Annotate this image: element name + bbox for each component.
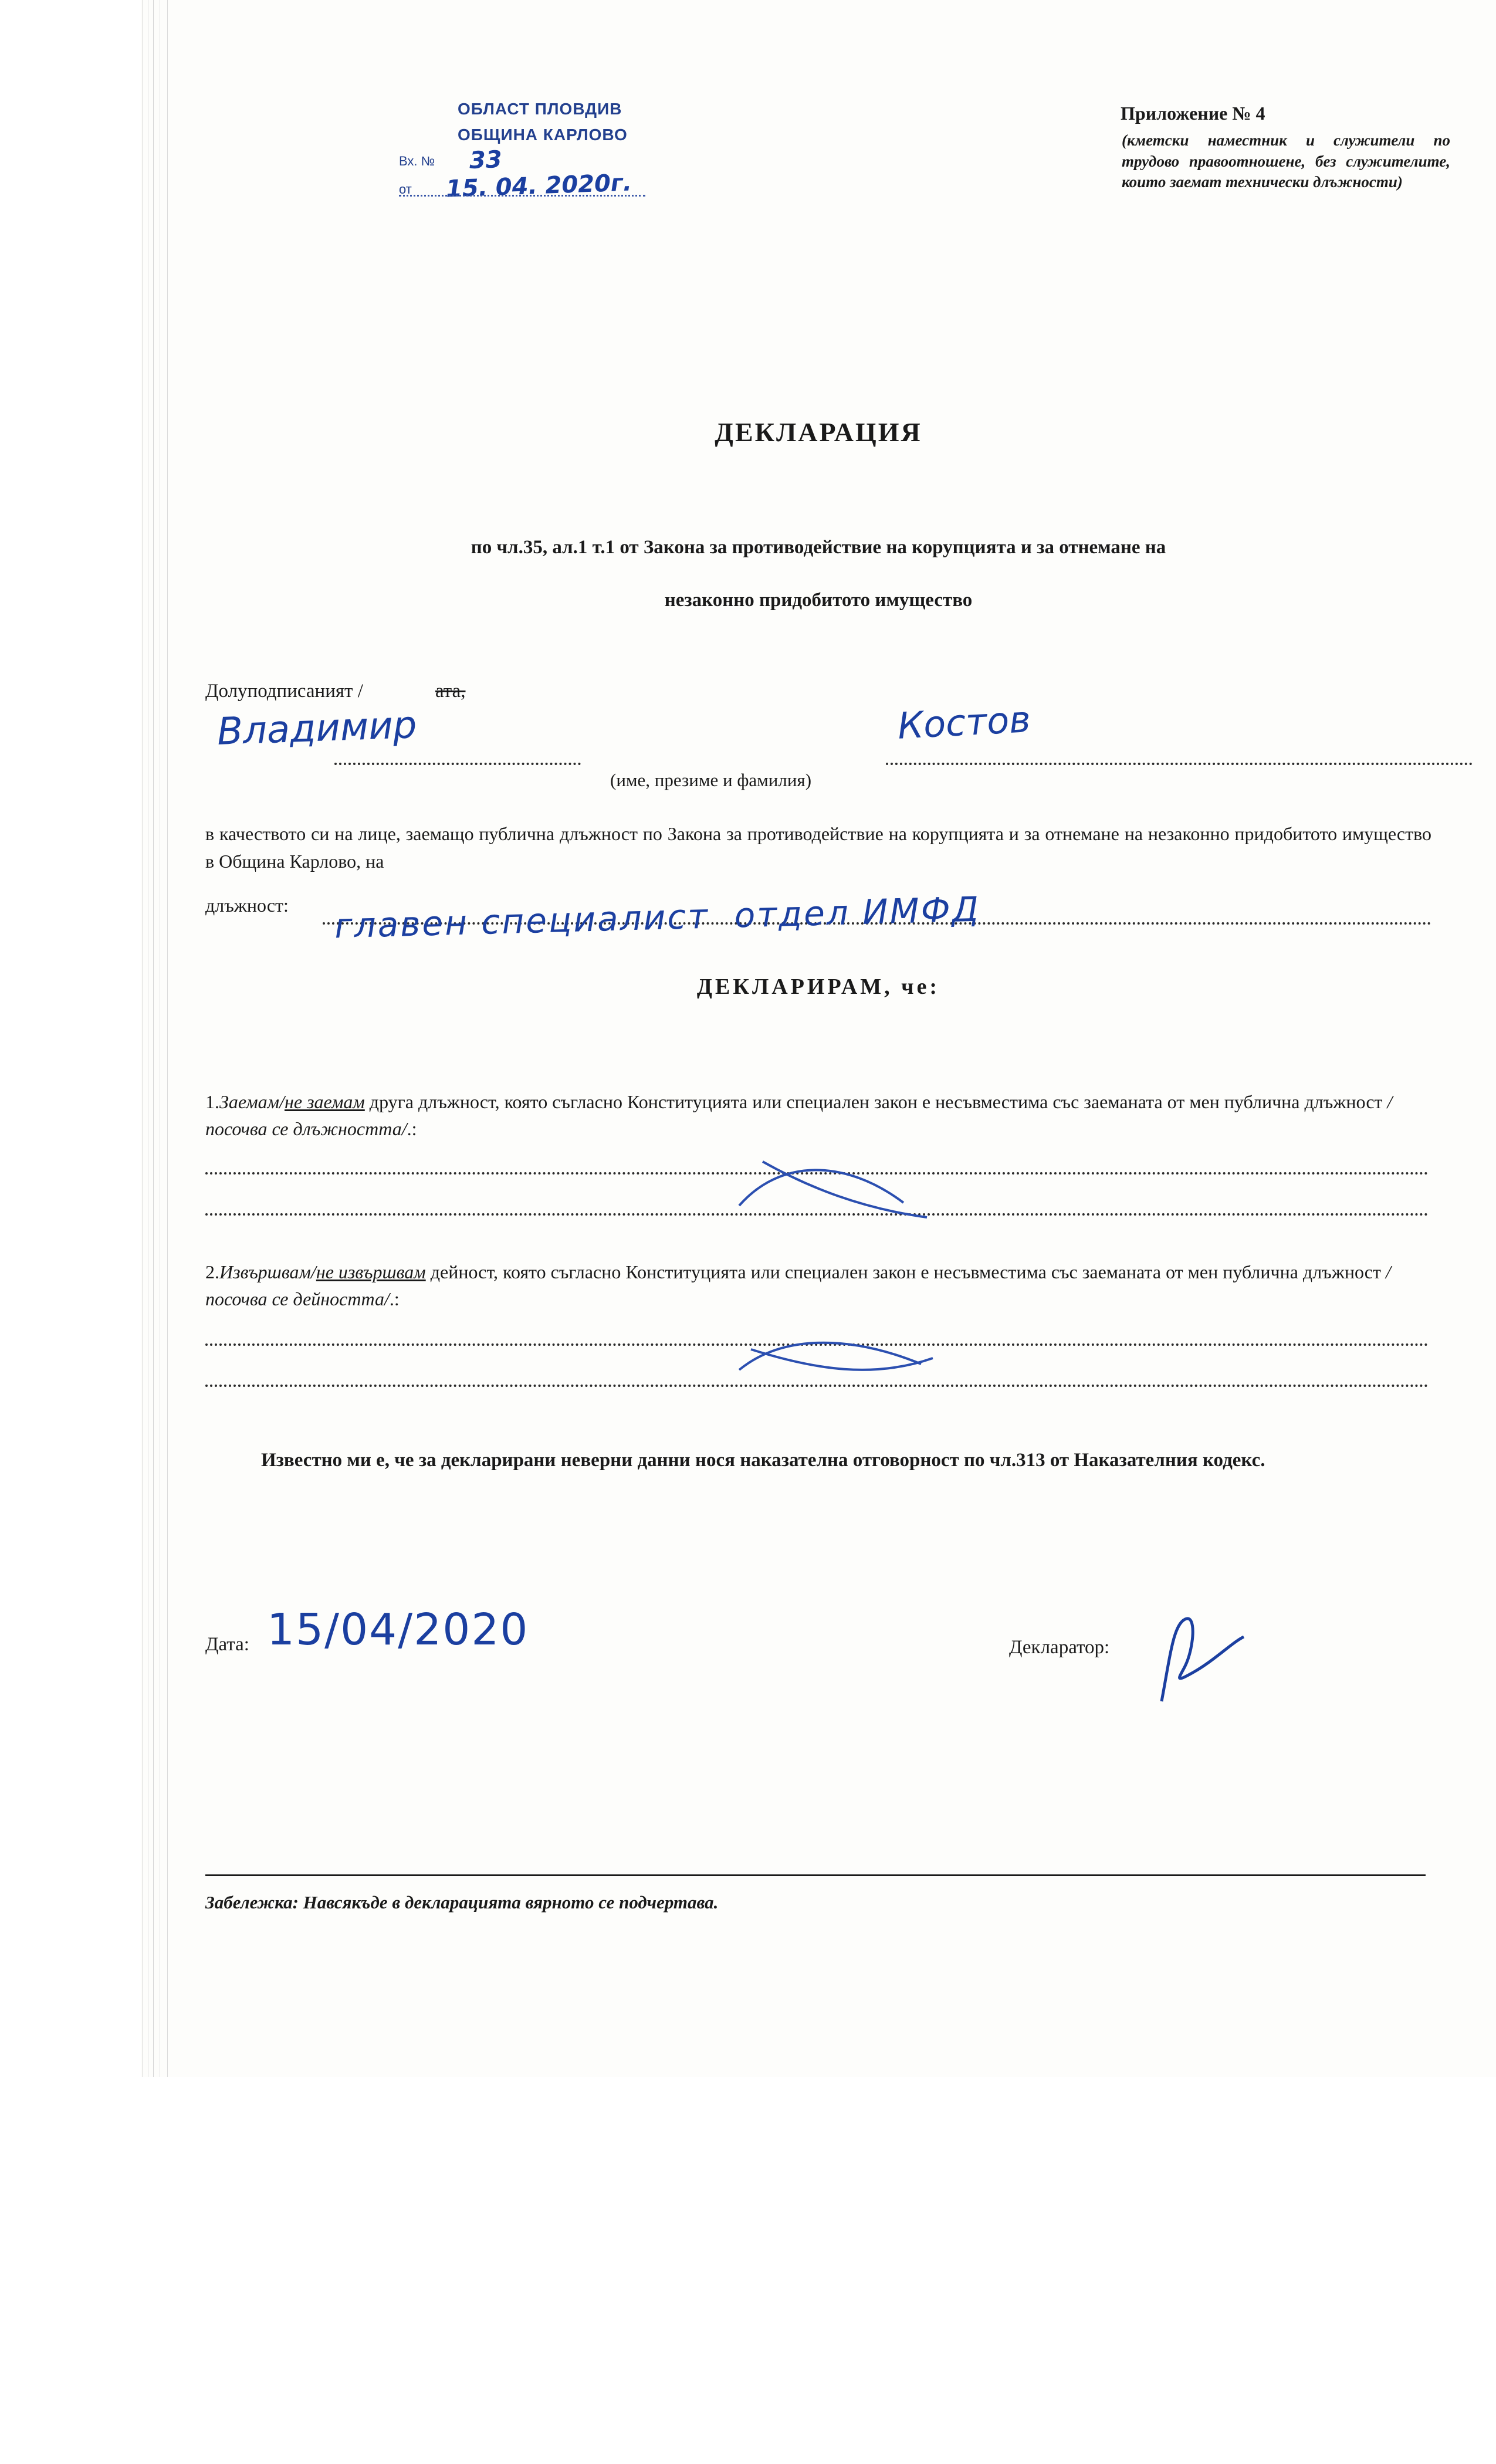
document-body xyxy=(141,0,1496,2464)
stamp-date-value: 15. 04. 2020г. xyxy=(445,169,632,203)
declaration-item-1 xyxy=(205,1088,1431,1143)
item1-tail-italic: /посочва се длъжността/ xyxy=(205,1091,1393,1140)
item2-tail-italic: /посочва се дейността/ xyxy=(205,1261,1391,1310)
stamp-reg-label: Вх. № xyxy=(399,154,435,168)
date-label: Дата: xyxy=(205,1634,249,1655)
page-left-margin xyxy=(0,0,141,2464)
item2-text: дейност, която съгласно Конституцията или специален закон е несъвместима със заеманата от мен публична длъжност xyxy=(425,1261,1386,1282)
annex-note: (кметски наместник и служители по трудово правоотношене, без служителите, които заемат технически длъжности) xyxy=(1122,131,1450,191)
declare-heading: ДЕКЛАРИРАМ, че: xyxy=(696,974,940,999)
name-hint-label: (име, презиме и фамилия) xyxy=(610,770,812,790)
footer-divider xyxy=(205,1874,1426,1876)
item1-fill-line-1 xyxy=(205,1172,1429,1175)
undersigned-strikethrough: ата, xyxy=(435,681,466,702)
stamp-underline xyxy=(399,194,645,197)
handwritten-first-name: Владимир xyxy=(216,703,418,754)
item2-fill-line-1 xyxy=(205,1343,1429,1346)
item1-fill-line-2 xyxy=(205,1213,1429,1216)
item1-option-a: Заемам xyxy=(219,1091,280,1112)
handwritten-strike-scribble-item2 xyxy=(727,1323,962,1393)
item2-option-b: не извършвам xyxy=(316,1261,426,1282)
handwritten-family-name: Костов xyxy=(896,698,1032,747)
item1-number: 1. xyxy=(205,1091,219,1112)
document-subtitle-line1: по чл.35, ал.1 т.1 от Закона за противодействие на корупцията и за отнемане на xyxy=(471,537,1166,558)
handwritten-date: 15/04/2020 xyxy=(267,1605,529,1655)
item1-option-b: не заемам xyxy=(284,1091,365,1112)
stamp-reg-number: 33 xyxy=(469,146,503,174)
stamp-date-label: от xyxy=(399,182,412,197)
name-dotted-line-right xyxy=(886,763,1473,765)
stamp-municipality-label: ОБЩИНА КАРЛОВО xyxy=(458,126,628,144)
handwritten-strike-scribble-item1 xyxy=(727,1147,962,1229)
item1-text: друга длъжност, която съгласно Конституцията или специален закон е несъвместима със заеманата от мен публична длъжност xyxy=(364,1091,1387,1112)
declarer-label: Декларатор: xyxy=(1009,1637,1110,1658)
item2-fill-line-2 xyxy=(205,1385,1429,1387)
item1-separator: / xyxy=(279,1091,285,1112)
footer-note: Забележка: Навсякъде в декларацията вярното се подчертава. xyxy=(205,1892,719,1913)
page-title: ДЕКЛАРАЦИЯ xyxy=(715,417,922,447)
name-dotted-line-left xyxy=(334,763,581,765)
item2-number: 2. xyxy=(205,1261,219,1282)
document-subtitle-line2: незаконно придобитото имущество xyxy=(664,590,973,611)
stamp-region-label: ОБЛАСТ ПЛОВДИВ xyxy=(458,100,622,118)
item1-tail: .: xyxy=(407,1118,417,1140)
position-label: длъжност: xyxy=(205,895,289,916)
handwritten-position: главен специалист отдел ИМФД xyxy=(334,889,981,946)
handwritten-signature xyxy=(1138,1602,1314,1713)
annex-title: Приложение № 4 xyxy=(1121,103,1265,124)
criminal-liability-notice: Известно ми е, че за декларирани неверни данни нося наказателна отговорност по чл.313 от Наказателния кодекс. xyxy=(261,1450,1265,1471)
declaration-item-2 xyxy=(205,1258,1431,1313)
item2-option-a: Извършвам xyxy=(219,1261,311,1282)
undersigned-label: Долуподписаният / xyxy=(205,681,363,702)
item2-separator: / xyxy=(310,1261,316,1282)
capacity-paragraph: в качеството си на лице, заемащо публична длъжност по Закона за противодействие на корупцията и за отнемане на незаконно придобитото имущество в Община Карлово, на xyxy=(205,823,1431,872)
item2-tail: .: xyxy=(389,1288,400,1310)
